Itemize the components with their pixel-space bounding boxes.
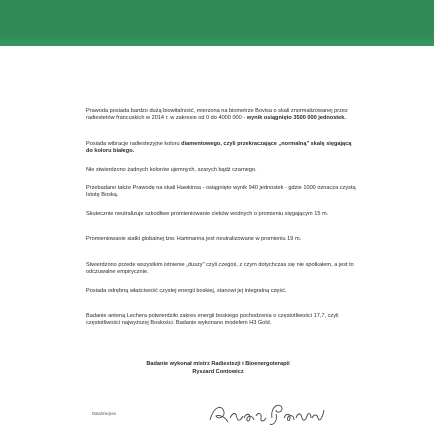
paragraph-diamond-color-text: Posiada wibracje radiestezyjne koloru [86, 141, 182, 147]
paragraph-hartmann-grid [86, 236, 356, 243]
paragraph-divine-energy [86, 288, 356, 295]
paragraph-biowitality-text: Prawoda posiada bardzo dużą biowitalność, mierzona na biometrze Bovisa o skali znormalizowanej przez radiestetów francuskich w 2014 r. w zakresie od 0 do 4000 000 - [86, 108, 348, 122]
handwritten-signature [206, 398, 326, 433]
header-band [0, 0, 434, 50]
paragraph-no-negative-colors [86, 167, 356, 174]
paragraph-hawkins-scale-text: Przebadano także Prawodę na skali Hawkinsa - osiągnięto wynik 940 jednostek - gdzie 1000 oznacza czystą Istotę Boską. [86, 185, 356, 199]
paragraph-soul [86, 262, 356, 277]
signature-graphic [206, 398, 326, 428]
paragraph-no-negative-colors-text: Nie stwierdzono żadnych kolorów ujemnych, szarych bądź czarnego. [86, 167, 257, 173]
paragraph-hartmann-grid-text: Promieniowanie siatki globalnej tzw. Hartmanna jest neutralizowane w promieniu 19 m. [86, 236, 302, 242]
examiner-credit-line1: Badanie wykonał mistrz Radiestezji i Bioenergoterapii [146, 361, 290, 367]
paragraph-hawkins-scale [86, 185, 356, 200]
paragraph-lecher-antenna [86, 313, 356, 328]
paragraph-diamond-color [86, 141, 356, 156]
paragraph-biowitality-bold: wynik osiągnięto 3500 000 jednostek. [246, 115, 346, 122]
paragraph-diamond-color-bold: diamentowego, czyli przekraczające „normalną" skalę sięgającą do koloru białego. [86, 141, 352, 155]
examiner-credit [100, 361, 336, 376]
paragraph-divine-energy-text: Posiada odrębną właściwość czystej energii boskiej, stanowi jej integralną część. [86, 288, 287, 294]
paragraph-biowitality [86, 108, 356, 123]
paragraph-water-veins [86, 211, 356, 218]
paragraph-lecher-antenna-text: Badanie anteną Lechera potwierdziło zakres energii boskiego pochodzenia o częstotliwości 17,7, czyli częstotliwości najwyższej Boskości. Badanie wykonano modelem H3 Gold. [86, 313, 339, 327]
date-place-label: Data/miejsce [92, 411, 117, 416]
paragraph-soul-text: Stwierdzono przede wszystkim istnienie „duszy" czyli czegoś, z czym dotychczas się nie spotkałem, a jest to odczuwalne empirycznie. [86, 262, 354, 276]
examiner-credit-line2: Ryszard Contowicz [192, 368, 244, 375]
paragraph-water-veins-text: Skutecznie neutralizuje szkodliwe promieniowanie cieków wodnych o promieniu sięgającym 15 m. [86, 211, 329, 217]
